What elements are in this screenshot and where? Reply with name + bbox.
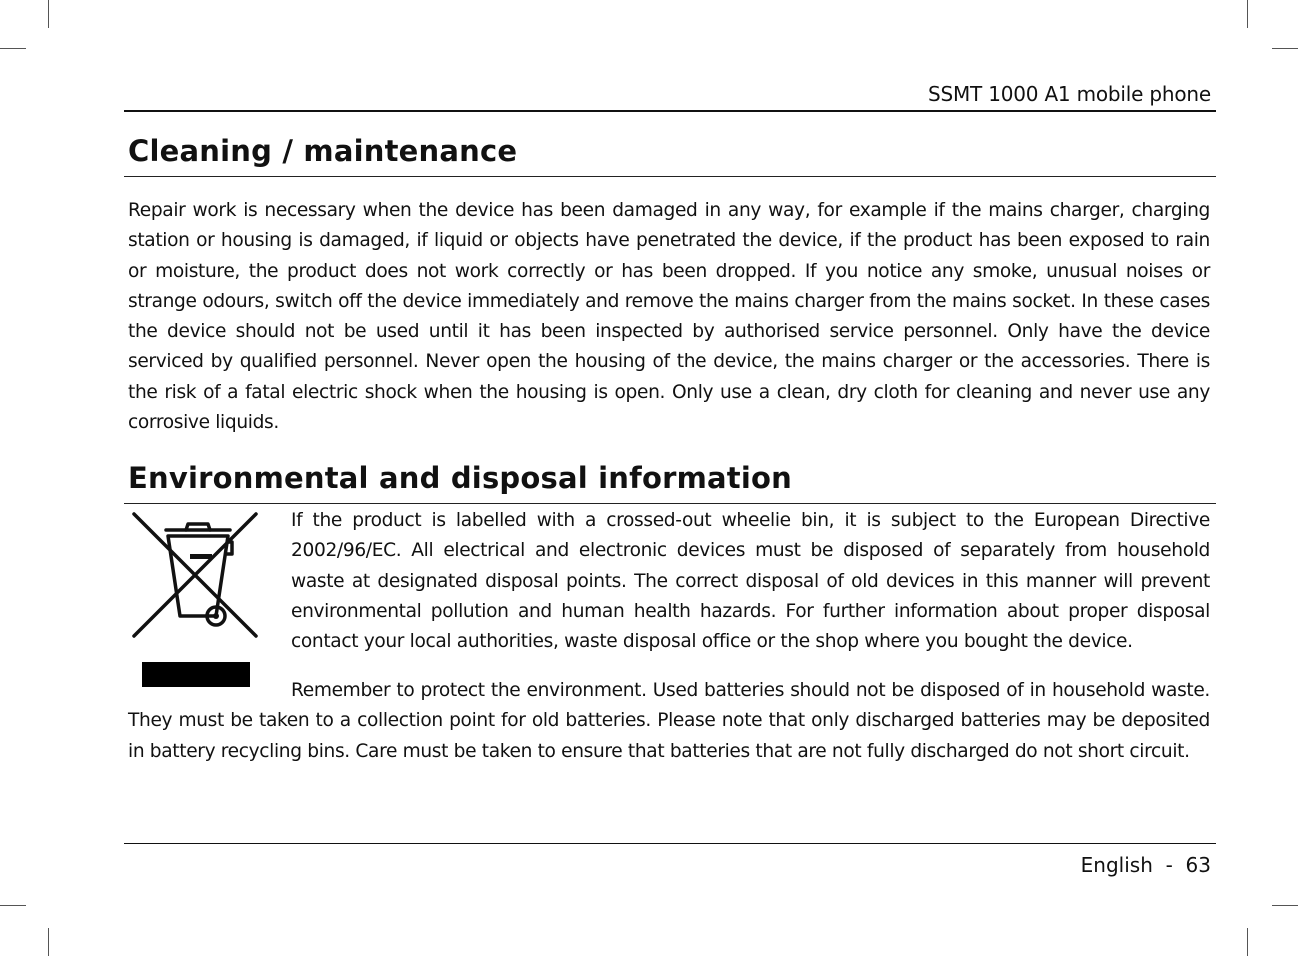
crop-mark-bottom-left [0,905,26,906]
cleaning-paragraph: Repair work is necessary when the device has been damaged in any way, for example if the mains charger, charging station or housing is damaged, if liquid or objects have penetrated the device, if the product has been exposed to rain or moisture, the product does not work correctly or has been dropped. If you notice any smoke, unusual noises or strange odours, switch off the device immediately and remove the mains charger from the mains socket. In these cases the device should not be used until it has been inspected by authorised service personnel. Only have the device serviced by qualified personnel. Never open the housing of the device, the mains charger or the accessories. There is the risk of a fatal electric shock when the housing is open. Only use a clean, dry cloth for cleaning and never use any corrosive liquids. [128,200,1210,434]
crop-mark-top-right [1272,48,1298,49]
page-footer [1081,853,1211,877]
battery-paragraph: Remember to protect the environment. Used batteries should not be disposed of in household waste. They must be taken to a collection point for old batteries. Please note that only discharged batteries may be deposited in battery recycling bins. Care must be taken to ensure that batteries that are not fully discharged do not short circuit. [128,680,1210,762]
crop-mark-bottom-right [1272,905,1298,906]
footer-rule [124,843,1216,844]
weee-paragraph: If the product is labelled with a crossed-out wheelie bin, it is subject to the European Directive 2002/96/EC. All electrical and electronic devices must be disposed of separately from household waste at designated disposal points. The correct disposal of old devices in this manner will prevent environmental pollution and human health hazards. For further information about proper disposal contact your local authorities, waste disposal office or the shop where you bought the device. [291,510,1210,653]
page-number: 63 [1185,853,1211,877]
section-title-environment: Environmental and disposal information [128,461,792,495]
crop-mark-bottom-right [1247,928,1248,956]
crop-mark-top-left [0,48,26,49]
crop-mark-bottom-left [48,928,49,956]
footer-language: English [1080,853,1153,877]
section-title-rule [124,503,1216,504]
running-header: SSMT 1000 A1 mobile phone [927,82,1211,106]
crossed-out-wheelie-bin-icon [128,508,264,690]
section-title-cleaning: Cleaning / maintenance [128,134,518,168]
crop-mark-top-right [1247,0,1248,28]
crop-mark-top-left [48,0,49,28]
section-title-rule [124,176,1216,177]
header-rule [124,110,1216,112]
footer-separator: - [1165,853,1173,877]
